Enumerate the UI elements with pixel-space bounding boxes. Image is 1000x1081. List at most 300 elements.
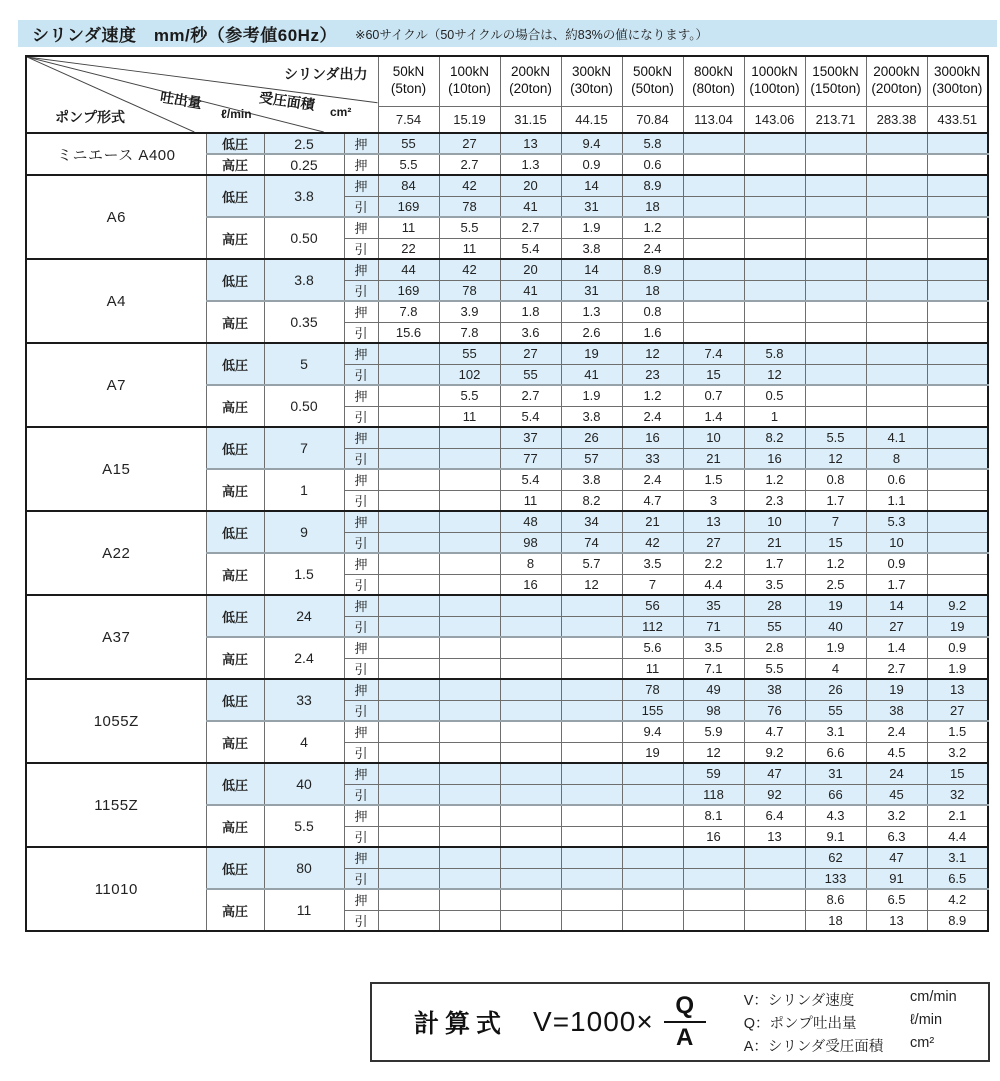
speed-value-cell: [805, 406, 866, 427]
direction-cell: 押: [344, 763, 378, 784]
flow-rate-cell: 0.25: [264, 154, 344, 175]
area-value-cell: 433.51: [927, 106, 988, 133]
speed-value-cell: [805, 175, 866, 196]
speed-value-cell: 11: [500, 490, 561, 511]
speed-value-cell: 8.9: [622, 259, 683, 280]
speed-value-cell: 19: [622, 742, 683, 763]
cylinder-speed-table: [25, 55, 989, 932]
speed-value-cell: [378, 469, 439, 490]
speed-value-cell: 7.1: [683, 658, 744, 679]
speed-value-cell: 6.6: [805, 742, 866, 763]
speed-value-cell: 9.2: [927, 595, 988, 616]
speed-value-cell: 34: [561, 511, 622, 532]
direction-cell: 押: [344, 847, 378, 868]
speed-value-cell: [866, 259, 927, 280]
speed-value-cell: 0.9: [561, 154, 622, 175]
speed-value-cell: 78: [439, 280, 500, 301]
discharge-unit: ℓ/min: [221, 107, 252, 121]
direction-cell: 押: [344, 259, 378, 280]
speed-value-cell: 55: [744, 616, 805, 637]
direction-cell: 押: [344, 805, 378, 826]
page-title: シリンダ速度 mm/秒（参考値60Hz）: [32, 26, 337, 45]
speed-value-cell: [683, 889, 744, 910]
speed-value-cell: 7: [622, 574, 683, 595]
area-value-cell: 283.38: [866, 106, 927, 133]
speed-value-cell: 5.5: [439, 385, 500, 406]
speed-value-cell: 2.7: [500, 385, 561, 406]
speed-value-cell: 4.7: [744, 721, 805, 742]
speed-value-cell: [927, 322, 988, 343]
direction-cell: 押: [344, 721, 378, 742]
speed-value-cell: [927, 280, 988, 301]
speed-value-cell: [866, 364, 927, 385]
speed-value-cell: [744, 133, 805, 154]
speed-value-cell: [378, 826, 439, 847]
column-ton-label: (20ton): [509, 81, 552, 97]
column-header: [805, 56, 866, 106]
speed-value-cell: 1.9: [927, 658, 988, 679]
speed-value-cell: [500, 595, 561, 616]
speed-value-cell: 5.4: [500, 469, 561, 490]
speed-value-cell: [439, 511, 500, 532]
speed-value-cell: 84: [378, 175, 439, 196]
speed-value-cell: 4.5: [866, 742, 927, 763]
speed-value-cell: [866, 322, 927, 343]
table-row: [26, 427, 988, 448]
speed-value-cell: [866, 217, 927, 238]
speed-value-cell: 5.5: [378, 154, 439, 175]
speed-value-cell: 13: [683, 511, 744, 532]
speed-value-cell: 4.3: [805, 805, 866, 826]
speed-value-cell: [622, 910, 683, 931]
speed-value-cell: 14: [561, 259, 622, 280]
speed-value-cell: 5.5: [805, 427, 866, 448]
speed-value-cell: [500, 910, 561, 931]
speed-value-cell: 71: [683, 616, 744, 637]
speed-value-cell: 76: [744, 700, 805, 721]
speed-value-cell: [500, 889, 561, 910]
speed-value-cell: [805, 196, 866, 217]
speed-value-cell: 3.8: [561, 469, 622, 490]
speed-value-cell: 14: [561, 175, 622, 196]
speed-value-cell: 1.9: [805, 637, 866, 658]
direction-cell: 引: [344, 364, 378, 385]
pressure-cell: 高圧: [206, 889, 264, 931]
area-value-cell: 7.54: [378, 106, 439, 133]
speed-value-cell: 10: [683, 427, 744, 448]
speed-value-cell: 98: [683, 700, 744, 721]
speed-value-cell: [866, 154, 927, 175]
column-force-label: 1500kN: [812, 64, 859, 80]
table-row: [26, 763, 988, 784]
speed-value-cell: 5.4: [500, 238, 561, 259]
speed-value-cell: 11: [622, 658, 683, 679]
area-value-cell: 70.84: [622, 106, 683, 133]
speed-value-cell: [805, 385, 866, 406]
speed-value-cell: 3.1: [927, 847, 988, 868]
speed-value-cell: 42: [622, 532, 683, 553]
direction-cell: 引: [344, 280, 378, 301]
speed-value-cell: 33: [622, 448, 683, 469]
speed-value-cell: [927, 217, 988, 238]
speed-value-cell: [439, 553, 500, 574]
title-note: ※60サイクル（50サイクルの場合は、約83%の値になります。）: [354, 27, 709, 42]
column-header: [561, 56, 622, 106]
table-row: [26, 679, 988, 700]
column-force-label: 1000kN: [751, 64, 798, 80]
speed-value-cell: 13: [744, 826, 805, 847]
speed-value-cell: [744, 175, 805, 196]
speed-value-cell: [561, 637, 622, 658]
speed-value-cell: 42: [439, 259, 500, 280]
flow-rate-cell: 1: [264, 469, 344, 511]
speed-value-cell: [805, 301, 866, 322]
direction-cell: 引: [344, 196, 378, 217]
speed-value-cell: [378, 532, 439, 553]
speed-value-cell: [561, 868, 622, 889]
speed-value-cell: 8: [866, 448, 927, 469]
speed-value-cell: 2.4: [866, 721, 927, 742]
speed-value-cell: [805, 217, 866, 238]
speed-value-cell: 45: [866, 784, 927, 805]
flow-rate-cell: 2.4: [264, 637, 344, 679]
flow-rate-cell: 33: [264, 679, 344, 721]
legend-unit: cm/min: [910, 988, 957, 1005]
direction-cell: 引: [344, 322, 378, 343]
speed-value-cell: [561, 784, 622, 805]
speed-value-cell: [744, 910, 805, 931]
speed-value-cell: 3.2: [866, 805, 927, 826]
speed-value-cell: 5.8: [744, 343, 805, 364]
speed-value-cell: [561, 658, 622, 679]
speed-value-cell: 2.4: [622, 406, 683, 427]
speed-value-cell: [805, 154, 866, 175]
legend-text: A：シリンダ受圧面積: [743, 1038, 884, 1055]
speed-value-cell: 41: [500, 280, 561, 301]
speed-value-cell: [439, 889, 500, 910]
speed-value-cell: [378, 721, 439, 742]
direction-cell: 引: [344, 868, 378, 889]
fraction-denominator: A: [676, 1024, 694, 1051]
direction-cell: 押: [344, 511, 378, 532]
speed-value-cell: [561, 700, 622, 721]
speed-value-cell: [439, 637, 500, 658]
speed-value-cell: [439, 826, 500, 847]
legend-text: Q：ポンプ吐出量: [743, 1015, 857, 1032]
table-row: [26, 847, 988, 868]
speed-value-cell: 118: [683, 784, 744, 805]
speed-value-cell: 5.8: [622, 133, 683, 154]
direction-cell: 押: [344, 637, 378, 658]
speed-value-cell: 1.2: [622, 217, 683, 238]
pressure-cell: 低圧: [206, 343, 264, 385]
speed-value-cell: [683, 910, 744, 931]
speed-value-cell: 3.9: [439, 301, 500, 322]
table-row: [26, 343, 988, 364]
pump-name-cell: A15: [26, 427, 206, 511]
speed-value-cell: 0.8: [805, 469, 866, 490]
speed-value-cell: 5.6: [622, 637, 683, 658]
pressure-cell: 低圧: [206, 511, 264, 553]
speed-value-cell: [561, 679, 622, 700]
speed-value-cell: 21: [683, 448, 744, 469]
speed-value-cell: [439, 490, 500, 511]
speed-value-cell: [561, 616, 622, 637]
speed-value-cell: 0.9: [866, 553, 927, 574]
speed-value-cell: 6.5: [927, 868, 988, 889]
speed-value-cell: 18: [622, 280, 683, 301]
speed-value-cell: 1.2: [622, 385, 683, 406]
speed-value-cell: [439, 595, 500, 616]
speed-value-cell: 102: [439, 364, 500, 385]
speed-value-cell: [927, 364, 988, 385]
speed-value-cell: 10: [866, 532, 927, 553]
column-force-label: 200kN: [510, 64, 551, 80]
speed-value-cell: [378, 595, 439, 616]
formula-fraction: [664, 993, 706, 1051]
speed-value-cell: [805, 364, 866, 385]
speed-value-cell: [927, 385, 988, 406]
speed-value-cell: 12: [805, 448, 866, 469]
flow-rate-cell: 9: [264, 511, 344, 553]
speed-value-cell: 0.7: [683, 385, 744, 406]
column-force-label: 2000kN: [873, 64, 920, 80]
pump-model-label: ポンプ形式: [55, 109, 125, 125]
speed-value-cell: 27: [927, 700, 988, 721]
pump-name-cell: A22: [26, 511, 206, 595]
speed-value-cell: [866, 175, 927, 196]
speed-value-cell: 77: [500, 448, 561, 469]
flow-rate-cell: 5: [264, 343, 344, 385]
speed-value-cell: [378, 889, 439, 910]
speed-value-cell: [683, 259, 744, 280]
speed-value-cell: 22: [378, 238, 439, 259]
speed-value-cell: [927, 196, 988, 217]
speed-value-cell: 21: [744, 532, 805, 553]
title-bar: [18, 20, 997, 47]
flow-rate-cell: 0.50: [264, 217, 344, 259]
speed-value-cell: 3.8: [561, 406, 622, 427]
speed-value-cell: 3.8: [561, 238, 622, 259]
speed-value-cell: [500, 826, 561, 847]
speed-value-cell: [378, 784, 439, 805]
direction-cell: 押: [344, 427, 378, 448]
column-ton-label: (10ton): [448, 81, 491, 97]
pressure-cell: 高圧: [206, 385, 264, 427]
speed-value-cell: 6.4: [744, 805, 805, 826]
speed-value-cell: 169: [378, 196, 439, 217]
speed-value-cell: 55: [378, 133, 439, 154]
direction-cell: 押: [344, 679, 378, 700]
speed-value-cell: 1: [744, 406, 805, 427]
pressure-cell: 高圧: [206, 469, 264, 511]
speed-value-cell: 3: [683, 490, 744, 511]
speed-value-cell: 1.4: [683, 406, 744, 427]
speed-value-cell: 4.4: [927, 826, 988, 847]
speed-value-cell: [500, 763, 561, 784]
speed-value-cell: [378, 553, 439, 574]
direction-cell: 引: [344, 406, 378, 427]
pressure-area-label: 受圧面積: [258, 89, 316, 113]
speed-value-cell: 3.6: [500, 322, 561, 343]
column-header: [927, 56, 988, 106]
column-header: [500, 56, 561, 106]
speed-value-cell: 26: [805, 679, 866, 700]
speed-value-cell: 66: [805, 784, 866, 805]
area-value-cell: 31.15: [500, 106, 561, 133]
speed-value-cell: [561, 742, 622, 763]
speed-value-cell: [927, 511, 988, 532]
speed-value-cell: [805, 343, 866, 364]
speed-value-cell: 41: [561, 364, 622, 385]
column-header: [439, 56, 500, 106]
speed-value-cell: [378, 343, 439, 364]
table-row: [26, 511, 988, 532]
speed-value-cell: [439, 910, 500, 931]
speed-value-cell: 5.7: [561, 553, 622, 574]
speed-value-cell: [744, 322, 805, 343]
speed-value-cell: 0.6: [622, 154, 683, 175]
column-ton-label: (300ton): [932, 81, 983, 97]
speed-value-cell: [500, 742, 561, 763]
direction-cell: 引: [344, 784, 378, 805]
speed-value-cell: [927, 469, 988, 490]
speed-value-cell: 42: [439, 175, 500, 196]
speed-value-cell: 169: [378, 280, 439, 301]
pressure-cell: 低圧: [206, 595, 264, 637]
speed-value-cell: [378, 742, 439, 763]
pressure-cell: 低圧: [206, 427, 264, 469]
speed-value-cell: 47: [744, 763, 805, 784]
column-header: [683, 56, 744, 106]
speed-value-cell: 3.2: [927, 742, 988, 763]
speed-value-cell: 31: [561, 196, 622, 217]
cylinder-output-label: シリンダ出力: [284, 66, 368, 82]
speed-value-cell: [378, 679, 439, 700]
speed-value-cell: 27: [683, 532, 744, 553]
speed-value-cell: [500, 784, 561, 805]
speed-value-cell: [683, 847, 744, 868]
speed-value-cell: 2.2: [683, 553, 744, 574]
speed-value-cell: 15.6: [378, 322, 439, 343]
speed-value-cell: [866, 301, 927, 322]
speed-value-cell: 9.1: [805, 826, 866, 847]
pressure-cell: 低圧: [206, 133, 264, 154]
speed-value-cell: [622, 868, 683, 889]
speed-value-cell: [927, 301, 988, 322]
flow-rate-cell: 80: [264, 847, 344, 889]
flow-rate-cell: 3.8: [264, 259, 344, 301]
speed-value-cell: [500, 721, 561, 742]
speed-value-cell: [561, 889, 622, 910]
speed-value-cell: 112: [622, 616, 683, 637]
direction-cell: 押: [344, 385, 378, 406]
speed-value-cell: [927, 259, 988, 280]
area-value-cell: 15.19: [439, 106, 500, 133]
speed-value-cell: [500, 616, 561, 637]
formula-title: 計算式: [414, 1010, 508, 1038]
direction-cell: 押: [344, 217, 378, 238]
flow-rate-cell: 40: [264, 763, 344, 805]
flow-rate-cell: 11: [264, 889, 344, 931]
speed-value-cell: 56: [622, 595, 683, 616]
speed-value-cell: [378, 847, 439, 868]
column-ton-label: (200ton): [871, 81, 922, 97]
speed-value-cell: [500, 868, 561, 889]
legend-unit: cm²: [910, 1034, 935, 1051]
column-header: [378, 56, 439, 106]
speed-value-cell: [378, 406, 439, 427]
speed-value-cell: [744, 280, 805, 301]
speed-value-cell: [439, 616, 500, 637]
direction-cell: 押: [344, 889, 378, 910]
speed-value-cell: [927, 154, 988, 175]
speed-value-cell: [927, 532, 988, 553]
speed-value-cell: 8.9: [927, 910, 988, 931]
speed-value-cell: 8.2: [561, 490, 622, 511]
speed-value-cell: 92: [744, 784, 805, 805]
direction-cell: 引: [344, 238, 378, 259]
speed-value-cell: 0.8: [622, 301, 683, 322]
speed-value-cell: 31: [805, 763, 866, 784]
table-row: [26, 175, 988, 196]
speed-value-cell: 27: [500, 343, 561, 364]
flow-rate-cell: 3.8: [264, 175, 344, 217]
direction-cell: 押: [344, 301, 378, 322]
pump-name-cell: ミニエース A400: [26, 133, 206, 175]
speed-value-cell: 9.4: [561, 133, 622, 154]
speed-value-cell: 7.8: [439, 322, 500, 343]
speed-value-cell: 11: [439, 238, 500, 259]
speed-value-cell: [561, 910, 622, 931]
legend-unit: ℓ/min: [910, 1011, 943, 1028]
column-force-label: 100kN: [449, 64, 490, 80]
speed-value-cell: 1.3: [561, 301, 622, 322]
speed-value-cell: 4.2: [927, 889, 988, 910]
speed-value-cell: 16: [622, 427, 683, 448]
speed-value-cell: 27: [866, 616, 927, 637]
speed-value-cell: 78: [439, 196, 500, 217]
speed-value-cell: 62: [805, 847, 866, 868]
speed-value-cell: [927, 448, 988, 469]
speed-value-cell: [744, 889, 805, 910]
pump-name-cell: 1055Z: [26, 679, 206, 763]
speed-value-cell: [439, 868, 500, 889]
pressure-cell: 高圧: [206, 721, 264, 763]
speed-value-cell: 5.4: [500, 406, 561, 427]
speed-value-cell: 19: [805, 595, 866, 616]
speed-value-cell: 0.9: [927, 637, 988, 658]
speed-value-cell: 74: [561, 532, 622, 553]
speed-value-cell: [439, 700, 500, 721]
speed-value-cell: 41: [500, 196, 561, 217]
speed-value-cell: [378, 490, 439, 511]
speed-value-cell: [866, 196, 927, 217]
speed-value-cell: 57: [561, 448, 622, 469]
formula-legend: [744, 989, 970, 1056]
speed-value-cell: [378, 868, 439, 889]
speed-value-cell: 49: [683, 679, 744, 700]
speed-value-cell: [805, 322, 866, 343]
direction-cell: 引: [344, 742, 378, 763]
flow-rate-cell: 0.50: [264, 385, 344, 427]
flow-rate-cell: 7: [264, 427, 344, 469]
speed-value-cell: 48: [500, 511, 561, 532]
speed-value-cell: 1.1: [866, 490, 927, 511]
speed-value-cell: 55: [500, 364, 561, 385]
table-corner-cell: [26, 56, 378, 133]
column-force-label: 500kN: [632, 64, 673, 80]
